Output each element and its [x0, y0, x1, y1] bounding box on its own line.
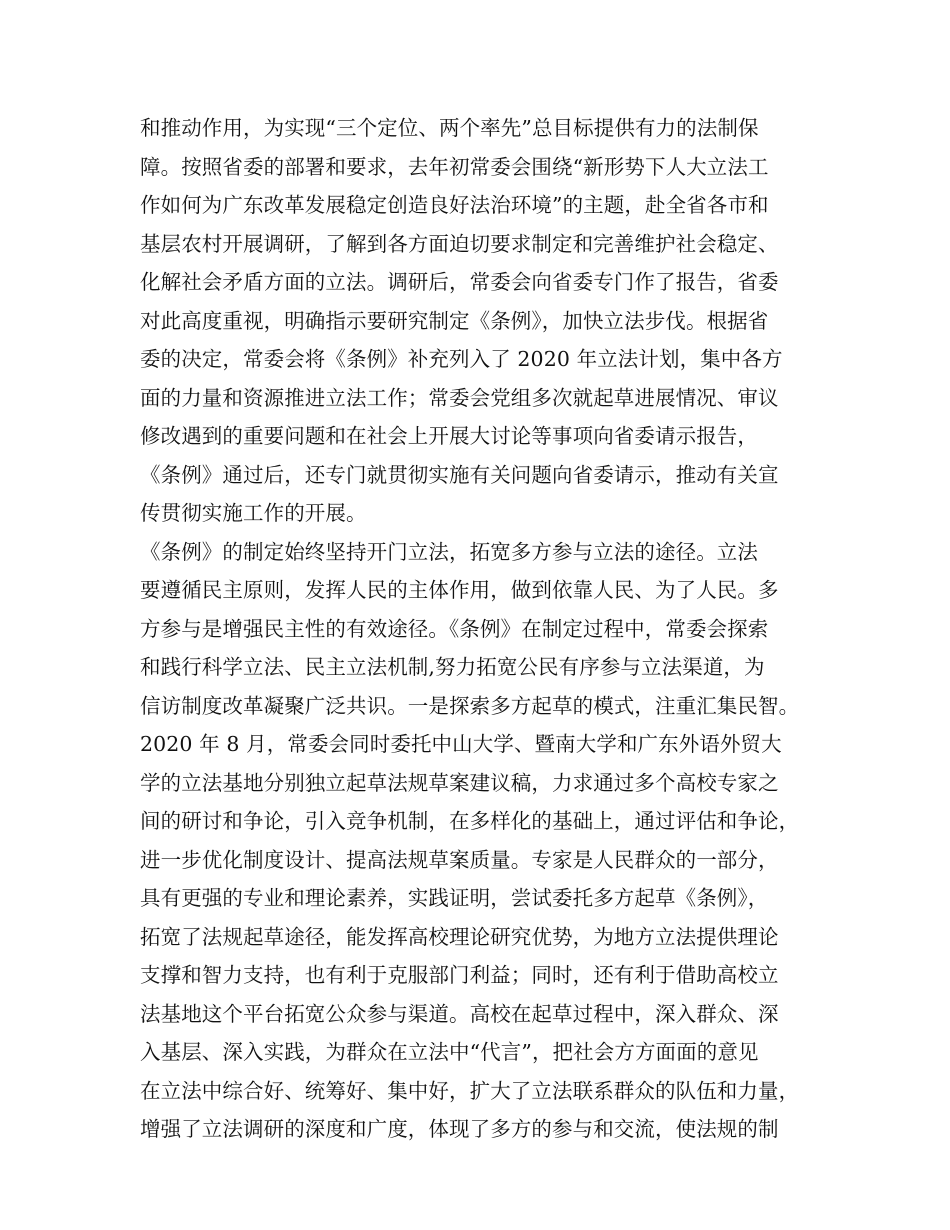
text-line: 和推动作用，为实现“三个定位、两个率先”总目标提供有力的法制保 — [140, 116, 759, 140]
text-line: 化解社会矛盾方面的立法。调研后，常委会向省委专门作了报告，省委 — [140, 270, 779, 294]
text-line: 传贯彻实施工作的开展。 — [140, 501, 367, 525]
text-line: 信访制度改革凝聚广泛共识。一是探索多方起草的模式，注重汇集民智。 — [140, 693, 800, 718]
text-line: 具有更强的专业和理论素养，实践证明，尝试委托多方起草《条例》， — [140, 886, 769, 910]
body-text — [140, 109, 830, 1149]
text-line: 作如何为广东改革发展稳定创造良好法治环境”的主题，赴全省各市和 — [140, 193, 769, 217]
text-line: 增强了立法调研的深度和广度，体现了多方的参与和交流，使法规的制 — [140, 1117, 779, 1141]
text-line: 入基层、深入实践，为群众在立法中“代言”，把社会方方面面的意见 — [140, 1040, 759, 1064]
text-line: 和践行科学立法、民主立法机制,努力拓宽公民有序参与立法渠道，为 — [140, 655, 765, 679]
text-line: 对此高度重视，明确指示要研究制定《条例》，加快立法步伐。根据省 — [140, 308, 769, 333]
text-line: 基层农村开展调研，了解到各方面迫切要求制定和完善维护社会稳定、 — [140, 231, 779, 256]
text-line: 方参与是增强民主性的有效途径。《条例》在制定过程中，常委会探索 — [140, 616, 769, 641]
text-line: 《条例》通过后，还专门就贯彻实施有关问题向省委请示，推动有关宣 — [140, 462, 779, 487]
text-line: 要遵循民主原则，发挥人民的主体作用，做到依靠人民、为了人民。多 — [140, 578, 779, 602]
text-line: 学的立法基地分别独立起草法规草案建议稿，力求通过多个高校专家之 — [140, 770, 779, 795]
text-line: 在立法中综合好、统筹好、集中好，扩大了立法联系群众的队伍和力量， — [140, 1078, 800, 1103]
text-line: 面的力量和资源推进立法工作；常委会党组多次就起草进展情况、审议 — [140, 385, 779, 410]
text-line: 进一步优化制度设计、提高法规草案质量。专家是人民群众的一部分， — [140, 847, 779, 872]
text-line: 支撑和智力支持，也有利于克服部门利益；同时，还有利于借助高校立 — [140, 963, 779, 987]
text-line: 委的决定，常委会将《条例》补充列入了 2020 年立法计划，集中各方 — [140, 347, 783, 371]
text-line: 修改遇到的重要问题和在社会上开展大讨论等事项向省委请示报告， — [140, 424, 758, 448]
text-line: 障。按照省委的部署和要求，去年初常委会围绕“新形势下人大立法工 — [140, 154, 769, 179]
text-line: 拓宽了法规起草途径，能发挥高校理论研究优势，为地方立法提供理论 — [140, 924, 779, 949]
paragraph-start-line: 《条例》的制定始终坚持开门立法，拓宽多方参与立法的途径。立法 — [140, 539, 758, 564]
text-line: 2020 年 8 月，常委会同时委托中山大学、暨南大学和广东外语外贸大 — [140, 732, 782, 756]
text-line: 间的研讨和争论，引入竞争机制，在多样化的基础上，通过评估和争论， — [140, 809, 800, 833]
text-line: 法基地这个平台拓宽公众参与渠道。高校在起草过程中，深入群众、深 — [140, 1001, 779, 1026]
